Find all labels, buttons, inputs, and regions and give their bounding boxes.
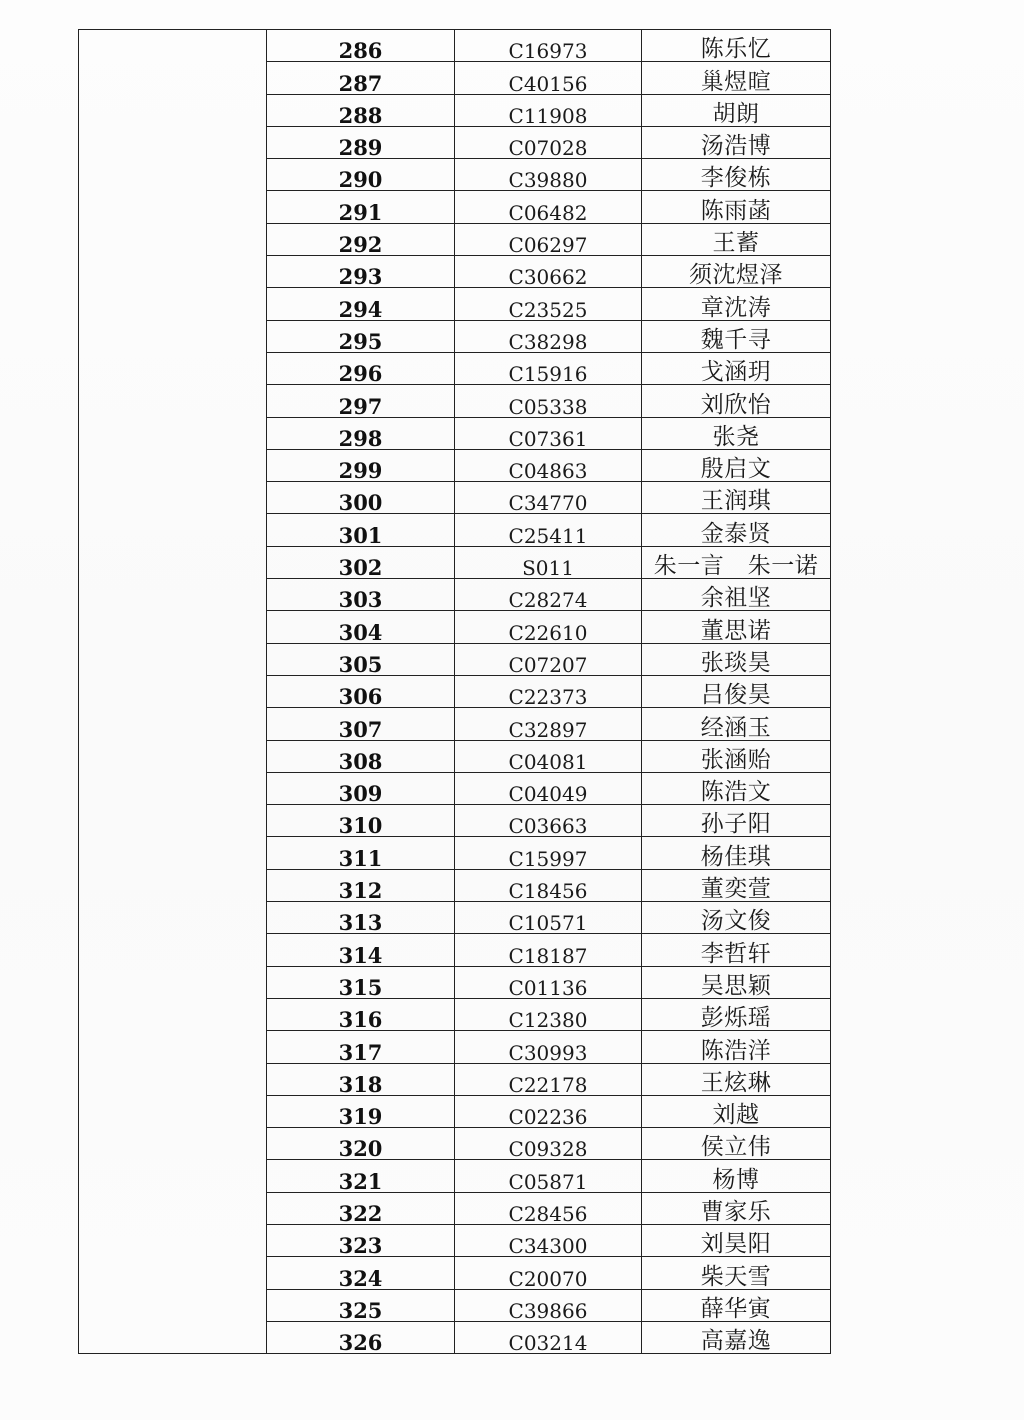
student-name-cell: 孙子阳 [642,805,831,837]
row-number-cell: 297 [267,385,455,417]
id-code-cell: C16973 [455,30,642,62]
id-code-cell: C25411 [455,514,642,546]
id-code-cell: C40156 [455,62,642,94]
row-number-cell: 314 [267,934,455,966]
student-name-cell: 侯立伟 [642,1128,831,1160]
student-name-cell: 陈浩文 [642,772,831,804]
roster-table [78,29,831,1354]
student-name-cell: 杨博 [642,1160,831,1192]
row-number-cell: 315 [267,966,455,998]
student-name-cell: 柴天雪 [642,1257,831,1289]
student-name-cell: 刘越 [642,1095,831,1127]
student-name-cell: 须沈煜泽 [642,256,831,288]
student-name-cell: 李俊栋 [642,159,831,191]
student-name-cell: 王蓄 [642,223,831,255]
row-number-cell: 313 [267,902,455,934]
row-number-cell: 305 [267,643,455,675]
row-number-cell: 294 [267,288,455,320]
row-number-cell: 287 [267,62,455,94]
id-code-cell: C06482 [455,191,642,223]
id-code-cell: C04863 [455,449,642,481]
row-number-cell: 307 [267,708,455,740]
id-code-cell: C18456 [455,869,642,901]
row-number-cell: 298 [267,417,455,449]
row-number-cell: 312 [267,869,455,901]
student-name-cell: 汤浩博 [642,126,831,158]
id-code-cell: C39866 [455,1289,642,1321]
row-number-cell: 306 [267,675,455,707]
id-code-cell: C07361 [455,417,642,449]
id-code-cell: C39880 [455,159,642,191]
student-name-cell: 曹家乐 [642,1192,831,1224]
student-name-cell: 董奕萱 [642,869,831,901]
id-code-cell: S011 [455,546,642,578]
student-name-cell: 陈浩洋 [642,1031,831,1063]
table-row [79,30,831,62]
student-name-cell: 金泰贤 [642,514,831,546]
id-code-cell: C02236 [455,1095,642,1127]
id-code-cell: C07207 [455,643,642,675]
row-number-cell: 302 [267,546,455,578]
row-number-cell: 303 [267,579,455,611]
student-name-cell: 朱一言 朱一诺 [642,546,831,578]
row-number-cell: 295 [267,320,455,352]
id-code-cell: C20070 [455,1257,642,1289]
id-code-cell: C34300 [455,1224,642,1256]
row-number-cell: 300 [267,482,455,514]
id-code-cell: C09328 [455,1128,642,1160]
student-name-cell: 薛华寅 [642,1289,831,1321]
id-code-cell: C30993 [455,1031,642,1063]
row-number-cell: 289 [267,126,455,158]
student-name-cell: 董思诺 [642,611,831,643]
id-code-cell: C15916 [455,352,642,384]
roster-table-body [79,30,831,1354]
row-number-cell: 296 [267,352,455,384]
student-name-cell: 经涵玉 [642,708,831,740]
row-number-cell: 316 [267,998,455,1030]
student-name-cell: 王炫琳 [642,1063,831,1095]
row-number-cell: 290 [267,159,455,191]
id-code-cell: C18187 [455,934,642,966]
id-code-cell: C32897 [455,708,642,740]
id-code-cell: C01136 [455,966,642,998]
row-number-cell: 286 [267,30,455,62]
student-name-cell: 陈乐忆 [642,30,831,62]
row-number-cell: 309 [267,772,455,804]
id-code-cell: C04049 [455,772,642,804]
id-code-cell: C10571 [455,902,642,934]
id-code-cell: C23525 [455,288,642,320]
id-code-cell: C05871 [455,1160,642,1192]
student-name-cell: 胡朗 [642,94,831,126]
id-code-cell: C03663 [455,805,642,837]
student-name-cell: 彭烁瑶 [642,998,831,1030]
row-number-cell: 292 [267,223,455,255]
id-code-cell: C28456 [455,1192,642,1224]
student-name-cell: 杨佳琪 [642,837,831,869]
row-number-cell: 301 [267,514,455,546]
student-name-cell: 巢煜暄 [642,62,831,94]
student-name-cell: 殷启文 [642,449,831,481]
student-name-cell: 章沈涛 [642,288,831,320]
student-name-cell: 魏千寻 [642,320,831,352]
row-number-cell: 308 [267,740,455,772]
id-code-cell: C34770 [455,482,642,514]
student-name-cell: 张涵贻 [642,740,831,772]
student-name-cell: 李哲轩 [642,934,831,966]
student-name-cell: 陈雨菡 [642,191,831,223]
id-code-cell: C07028 [455,126,642,158]
row-number-cell: 304 [267,611,455,643]
id-code-cell: C38298 [455,320,642,352]
row-number-cell: 299 [267,449,455,481]
student-name-cell: 刘欣怡 [642,385,831,417]
id-code-cell: C12380 [455,998,642,1030]
id-code-cell: C11908 [455,94,642,126]
student-name-cell: 张琰昊 [642,643,831,675]
student-name-cell: 戈涵玥 [642,352,831,384]
row-number-cell: 324 [267,1257,455,1289]
row-number-cell: 321 [267,1160,455,1192]
id-code-cell: C30662 [455,256,642,288]
row-number-cell: 293 [267,256,455,288]
id-code-cell: C04081 [455,740,642,772]
row-number-cell: 323 [267,1224,455,1256]
student-name-cell: 刘昊阳 [642,1224,831,1256]
row-number-cell: 319 [267,1095,455,1127]
student-name-cell: 汤文俊 [642,902,831,934]
row-number-cell: 310 [267,805,455,837]
id-code-cell: C03214 [455,1321,642,1353]
row-number-cell: 320 [267,1128,455,1160]
id-code-cell: C22610 [455,611,642,643]
student-name-cell: 高嘉逸 [642,1321,831,1353]
merged-blank-column [79,30,267,1354]
row-number-cell: 318 [267,1063,455,1095]
row-number-cell: 288 [267,94,455,126]
row-number-cell: 311 [267,837,455,869]
student-name-cell: 吕俊昊 [642,675,831,707]
student-name-cell: 余祖坚 [642,579,831,611]
row-number-cell: 325 [267,1289,455,1321]
row-number-cell: 326 [267,1321,455,1353]
id-code-cell: C06297 [455,223,642,255]
id-code-cell: C22373 [455,675,642,707]
row-number-cell: 317 [267,1031,455,1063]
id-code-cell: C22178 [455,1063,642,1095]
student-name-cell: 张尧 [642,417,831,449]
student-name-cell: 王润琪 [642,482,831,514]
row-number-cell: 322 [267,1192,455,1224]
id-code-cell: C15997 [455,837,642,869]
id-code-cell: C05338 [455,385,642,417]
row-number-cell: 291 [267,191,455,223]
id-code-cell: C28274 [455,579,642,611]
student-name-cell: 吴思颖 [642,966,831,998]
